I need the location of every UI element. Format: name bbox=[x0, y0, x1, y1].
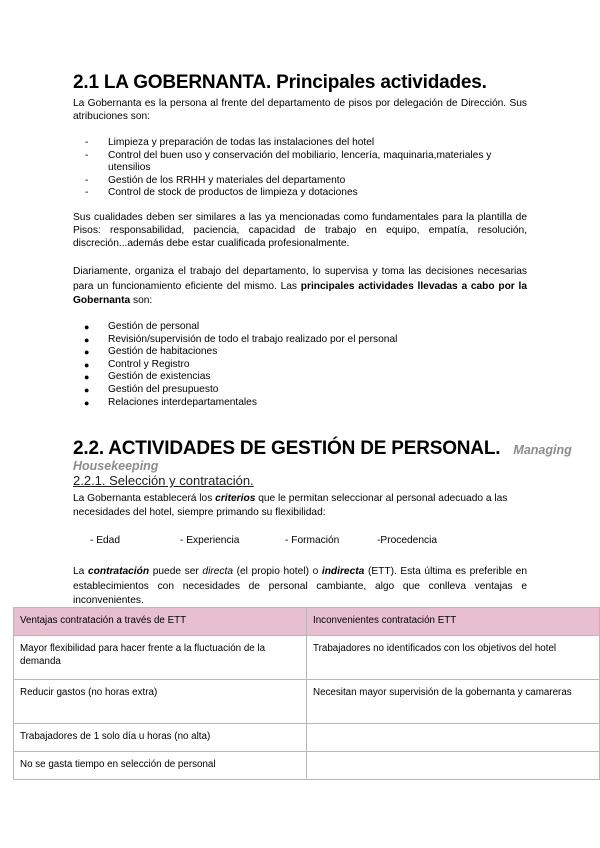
table-cell: Necesitan mayor supervisión de la gobernanta y camareras bbox=[307, 680, 600, 724]
table-row bbox=[14, 752, 600, 780]
list-item: - Control del buen uso y conservación del mobiliario, lencería, maquinaria,materiales y utensilios bbox=[85, 149, 492, 174]
dot-bullet: ● bbox=[84, 384, 90, 395]
list-item: ● Gestión de personal bbox=[84, 321, 200, 332]
criteria-item-procedencia: -Procedencia bbox=[377, 535, 438, 546]
table-row bbox=[14, 680, 600, 724]
subtitle-managing: Managing bbox=[513, 443, 572, 457]
qualities-paragraph: Sus cualidades deben ser similares a las ya mencionadas como fundamentales para la plantilla de Pisos: responsabilidad, paciencia, capacidad de trabajo en equipo, empatía, resolución, discreción...además debe estar cualificada profesionalmente. bbox=[73, 212, 527, 249]
list-item: - Gestión de los RRHH y materiales del departamento bbox=[85, 174, 346, 186]
attributions-list bbox=[85, 137, 533, 200]
criteria-item-edad: - Edad bbox=[90, 535, 121, 546]
list-item: ● Gestión del presupuesto bbox=[84, 383, 219, 395]
section-title-2-2: 2.2. ACTIVIDADES DE GESTIÓN DE PERSONAL. Managing bbox=[73, 438, 572, 459]
table-row bbox=[14, 636, 600, 680]
list-item: ● Control y Registro bbox=[84, 358, 190, 370]
ett-comparison-table bbox=[13, 607, 600, 780]
criteria-item-experiencia: - Experiencia bbox=[180, 535, 240, 546]
dash-bullet: - bbox=[85, 149, 89, 161]
dot-bullet: ● bbox=[84, 322, 90, 332]
dot-bullet: ● bbox=[84, 372, 90, 383]
criteria-paragraph: La Gobernanta establecerá los criterios que le permitan seleccionar al personal adecuado a las necesidades del hotel, siempre primando su flexibilidad: bbox=[73, 493, 508, 518]
table-cell: No se gasta tiempo en selección de personal bbox=[14, 752, 307, 780]
header-advantages: Ventajas contratación a través de ETT bbox=[14, 608, 307, 636]
dot-bullet: ● bbox=[84, 347, 90, 358]
list-item: - Limpieza y preparación de todas las instalaciones del hotel bbox=[85, 137, 375, 148]
list-item: ● Gestión de habitaciones bbox=[84, 346, 218, 358]
intro-paragraph: La Gobernanta es la persona al frente del departamento de pisos por delegación de Dirección. Sus atribuciones son: bbox=[73, 98, 527, 122]
contract-paragraph: La contratación puede ser directa (el propio hotel) o indirecta (ETT). Esta última es preferible en establecimientos con necesidades de personal cambiante, algo que conlleva ventajas e inconvenientes. bbox=[73, 566, 527, 606]
section-title-2-1: 2.1 LA GOBERNANTA. Principales actividades. bbox=[73, 72, 487, 93]
table-cell: Trabajadores de 1 solo día u horas (no alta) bbox=[14, 724, 307, 752]
table-cell: Trabajadores no identificados con los objetivos del hotel bbox=[307, 636, 600, 680]
list-item: - Control de stock de productos de limpieza y dotaciones bbox=[85, 187, 358, 199]
list-item: ● Revisión/supervisión de todo el trabajo realizado por el personal bbox=[84, 333, 398, 345]
table-cell: Mayor flexibilidad para hacer frente a la fluctuación de la demanda bbox=[14, 636, 307, 680]
table-cell: Reducir gastos (no horas extra) bbox=[14, 680, 307, 724]
subtitle-housekeeping: Housekeeping bbox=[73, 459, 159, 473]
dash-bullet: - bbox=[85, 187, 89, 199]
table-row bbox=[14, 724, 600, 752]
dot-bullet: ● bbox=[84, 334, 90, 345]
dash-bullet: - bbox=[85, 137, 89, 148]
bold-phrase: principales actividades llevadas a cabo por la Gobernanta bbox=[73, 280, 528, 306]
dot-bullet: ● bbox=[84, 359, 90, 370]
activities-list bbox=[84, 321, 528, 409]
criteria-item-formacion: - Formación bbox=[285, 535, 340, 546]
list-item: ● Relaciones interdepartamentales bbox=[84, 396, 257, 408]
table-header-row bbox=[14, 608, 600, 636]
dot-bullet: ● bbox=[84, 397, 90, 408]
criteria-emphasis: criterios bbox=[215, 493, 256, 504]
sub-heading-2-2-1: 2.2.1. Selección y contratación. bbox=[73, 473, 254, 488]
table-cell bbox=[307, 752, 600, 780]
daily-paragraph: Diariamente, organiza el trabajo del departamento, lo supervisa y toma las decisiones necesarias para un funcionamiento eficiente del mismo. Las principales actividades llevadas a cabo por la Gobernanta son: bbox=[73, 266, 528, 306]
list-item: ● Gestión de existencias bbox=[84, 371, 211, 383]
table-cell bbox=[307, 724, 600, 752]
header-disadvantages: Inconvenientes contratación ETT bbox=[307, 608, 600, 636]
dash-bullet: - bbox=[85, 174, 89, 186]
